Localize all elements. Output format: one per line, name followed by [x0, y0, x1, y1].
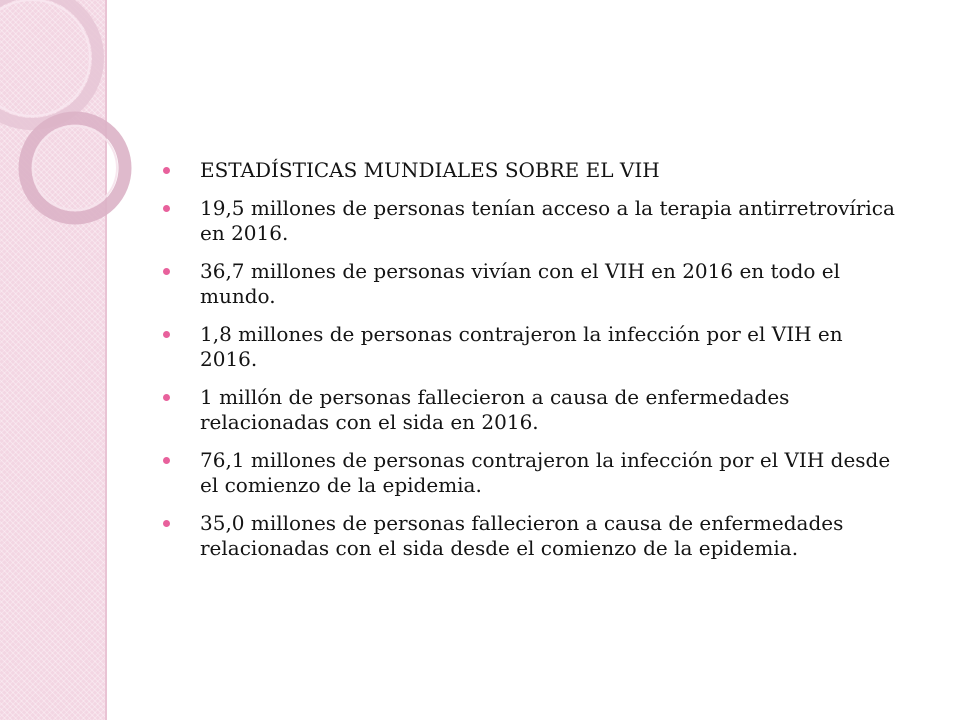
bullet-item [163, 385, 903, 435]
bullet-text: 35,0 millones de personas fallecieron a causa de enfermedades relacionadas con el sida desde el comienzo de la epidemia. [200, 511, 844, 560]
statistics-bullet-list [163, 158, 903, 561]
large-ring [0, 0, 98, 124]
bullet-item [163, 196, 903, 246]
bullet-item [163, 259, 903, 309]
bullet-item-title [163, 158, 903, 183]
bullet-item [163, 511, 903, 561]
bullet-item [163, 448, 903, 498]
bullet-dot-icon [163, 457, 170, 464]
small-ring [25, 118, 125, 218]
bullet-dot-icon [163, 268, 170, 275]
decorative-rings [0, 0, 140, 240]
bullet-text: 1,8 millones de personas contrajeron la infección por el VIH en 2016. [200, 322, 843, 371]
small-ring-highlight [33, 126, 117, 210]
bullet-text: 36,7 millones de personas vivían con el VIH en 2016 en todo el mundo. [200, 259, 841, 308]
bullet-text: 1 millón de personas fallecieron a causa de enfermedades relacionadas con el sida en 2016. [200, 385, 790, 434]
bullet-text: 19,5 millones de personas tenían acceso a la terapia antirretrovírica en 2016. [200, 196, 895, 245]
bullet-item [163, 322, 903, 372]
bullet-dot-icon [163, 394, 170, 401]
bullet-text: 76,1 millones de personas contrajeron la infección por el VIH desde el comienzo de la epidemia. [200, 448, 891, 497]
bullet-dot-icon [163, 205, 170, 212]
bullet-text: ESTADÍSTICAS MUNDIALES SOBRE EL VIH [200, 158, 660, 182]
slide-content [163, 158, 903, 574]
bullet-dot-icon [163, 331, 170, 338]
bullet-dot-icon [163, 520, 170, 527]
bullet-dot-icon [163, 167, 170, 174]
